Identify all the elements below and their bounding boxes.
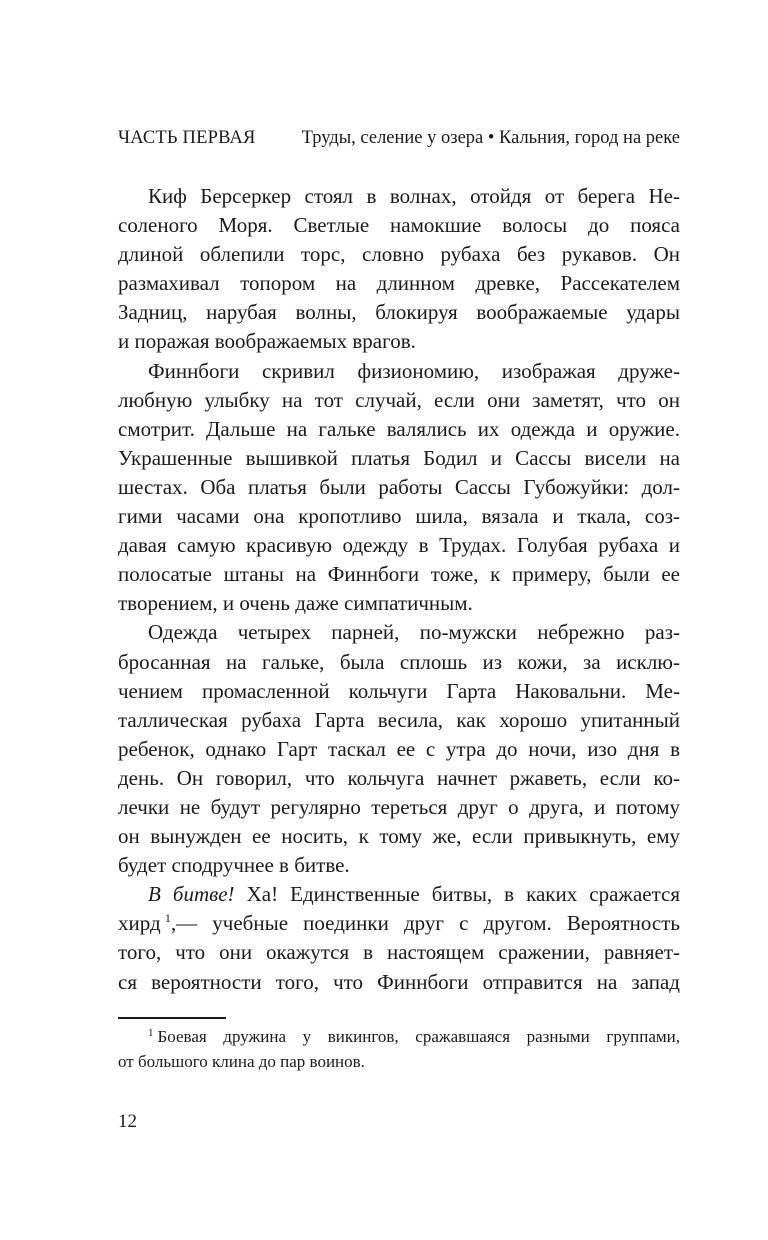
text-line: шестах. Оба платья были работы Сассы Губожуйки: дол- [118, 474, 680, 499]
text-line: смотрит. Дальше на гальке валялись их одежда и оружие. [118, 416, 680, 441]
footnote-line: от большого клина до пар воинов. [118, 1052, 365, 1071]
book-page [118, 0, 680, 1240]
footnote-line [118, 1024, 680, 1049]
paragraph [118, 618, 680, 880]
text-line: длиной облепили торс, словно рубаха без рукавов. Он [118, 242, 680, 267]
text-run: ,— учебные поединки друг с другом. Вероятность [170, 911, 680, 936]
running-head-chapter: Труды, селение у озера • Кальния, город на реке [301, 128, 680, 148]
text-line: Финнбоги скривил физиономию, изображая друже- [148, 358, 680, 383]
italic-emphasis: В битве! [148, 882, 235, 907]
text-line: таллическая рубаха Гарта весила, как хорошо упитанный [118, 707, 680, 732]
footnote-block [118, 1024, 680, 1074]
footnote-reference[interactable]: 1 [164, 911, 171, 926]
footnote-marker: 1 [148, 1027, 154, 1039]
text-line: будет сподручнее в битве. [118, 853, 350, 878]
running-head [118, 126, 680, 150]
text-line: гими часами она кропотливо шила, вязала и ткала, соз- [118, 504, 680, 529]
text-line [118, 909, 680, 938]
text-line: Задниц, нарубая волны, блокируя воображаемые удары [118, 300, 680, 325]
text-run: Ха! Единственные битвы, в каких сражается [234, 882, 680, 907]
text-line: любную улыбку на тот случай, если они заметят, что он [118, 387, 680, 412]
text-line [118, 880, 680, 909]
text-run: хирд [118, 911, 161, 936]
text-line: лечки не будут регулярно тереться друг о друга, и потому [118, 794, 680, 819]
text-line: чением промасленной кольчуги Гарта Наковальни. Ме- [118, 678, 680, 703]
text-line: и поражая воображаемых врагов. [118, 329, 416, 354]
paragraph [118, 880, 680, 996]
footnote-divider [118, 1017, 226, 1019]
text-line: творением, и очень даже симпатичным. [118, 591, 473, 616]
paragraph [118, 182, 680, 357]
footnote-text: Боевая дружина у викингов, сражавшаяся разными группами, [157, 1027, 680, 1046]
text-line: полосатые штаны на Финнбоги тоже, к примеру, были ее [118, 562, 680, 587]
text-line: того, что они окажутся в настоящем сражении, равняет- [118, 940, 680, 965]
text-line: он вынужден ее носить, к тому же, если привыкнуть, ему [118, 824, 680, 849]
running-head-section: ЧАСТЬ ПЕРВАЯ [118, 128, 256, 148]
text-line: день. Он говорил, что кольчуга начнет ржаветь, если ко- [118, 765, 680, 790]
text-line: Киф Берсеркер стоял в волнах, отойдя от берега Не- [148, 184, 680, 208]
page-number: 12 [118, 1111, 137, 1132]
text-line: ребенок, однако Гарт таскал ее с утра до ночи, изо дня в [118, 736, 680, 761]
text-line: соленого Моря. Светлые намокшие волосы до пояса [118, 213, 680, 238]
text-line: бросанная на гальке, была сплошь из кожи, за исклю- [118, 649, 680, 674]
text-line: Одежда четырех парней, по-мужски небрежно раз- [148, 620, 680, 645]
text-line: Украшенные вышивкой платья Бодил и Сассы висели на [118, 445, 680, 470]
text-line: размахивал топором на длинном древке, Рассекателем [118, 271, 680, 296]
text-line: ся вероятности того, что Финнбоги отправится на запад [118, 969, 680, 994]
text-line: давая самую красивую одежду в Трудах. Голубая рубаха и [118, 533, 680, 558]
paragraph [118, 357, 680, 619]
body-text [118, 182, 680, 997]
